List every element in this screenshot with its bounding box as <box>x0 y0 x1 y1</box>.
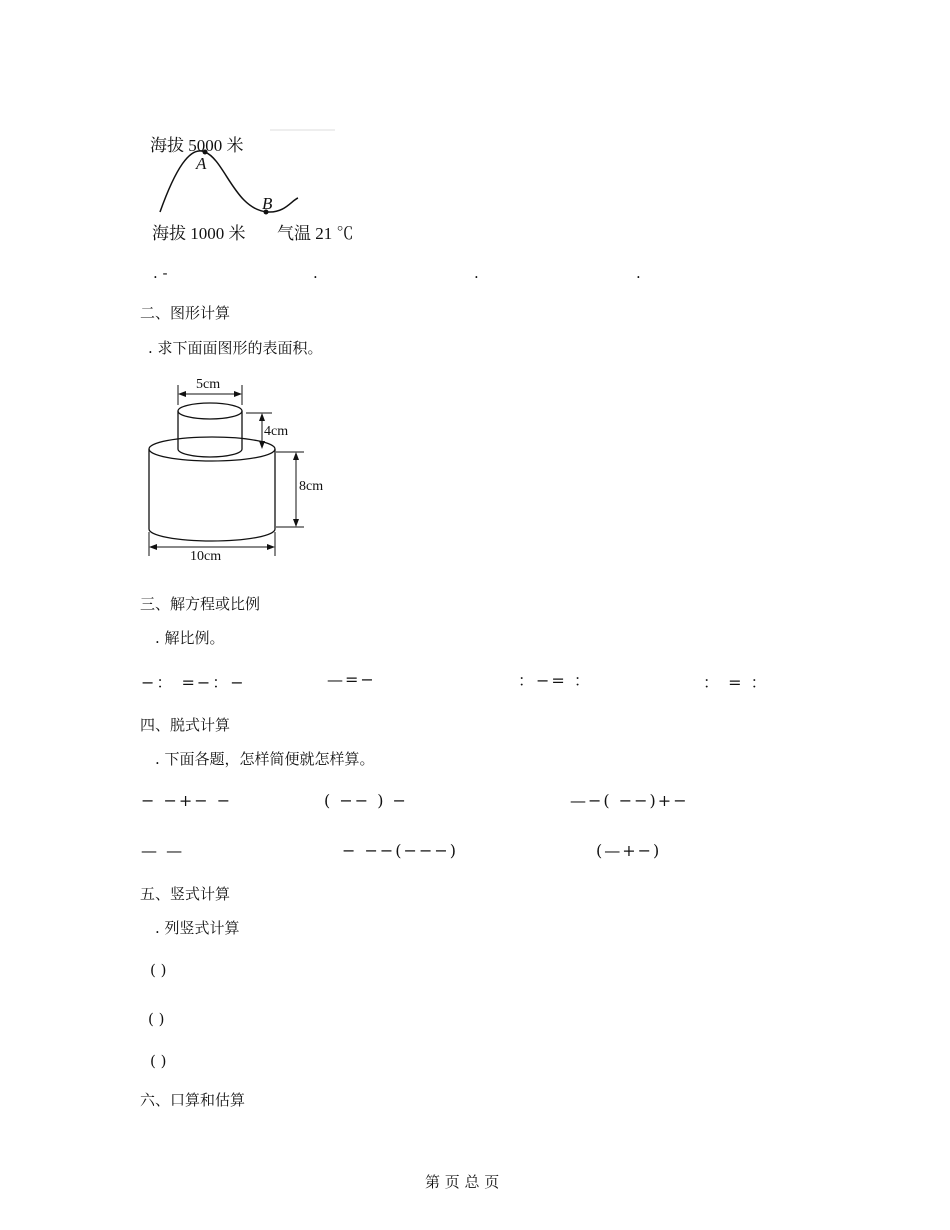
top-diameter-label: 5cm <box>196 377 221 392</box>
calc-row2-col1: — — <box>141 841 185 860</box>
calc-row2-col3: (—+−) <box>596 841 662 860</box>
top-altitude-label: 海拔 5000 米 <box>150 136 244 155</box>
calc-row1-col1: − −+− − <box>141 791 233 810</box>
section-4-question: . 下面各题，怎样简便就怎样算。 <box>155 750 375 768</box>
vertical-calc-3: ( ) <box>150 1052 167 1070</box>
choice-mark-a: . - <box>153 264 168 282</box>
proportion-3: ：−= ： <box>518 671 592 690</box>
proportion-4: ： = ： <box>703 673 769 692</box>
choice-mark-c: . <box>474 264 479 282</box>
vertical-calc-2: ( ) <box>148 1010 165 1028</box>
proportion-2: —=− <box>327 670 376 689</box>
section-3-question: . 解比例。 <box>155 629 225 647</box>
section-5-heading: 五、竖式计算 <box>140 885 231 903</box>
page-footer: 第 页 总 页 <box>425 1173 500 1191</box>
calc-row1-col3: —−( −−)+− <box>570 791 689 810</box>
section-5-question: . 列竖式计算 <box>155 919 240 937</box>
temperature-label: 气温 21 ℃ <box>277 224 354 243</box>
section-4-heading: 四、脱式计算 <box>140 716 231 734</box>
choice-mark-b: . <box>313 264 318 282</box>
vertical-calc-1: ( ) <box>150 961 167 979</box>
section-2-heading: 二、图形计算 <box>140 304 231 322</box>
top-height-label: 4cm <box>264 424 289 439</box>
section-2-question: . 求下面面图形的表面积。 <box>148 339 323 357</box>
point-a-label: A <box>196 154 207 173</box>
bottom-altitude-label: 海拔 1000 米 <box>152 224 246 243</box>
choice-mark-d: . <box>636 264 641 282</box>
section-3-heading: 三、解方程或比例 <box>140 595 261 613</box>
calc-row2-col2: − −−(−−−) <box>342 841 459 860</box>
section-6-heading: 六、口算和估算 <box>140 1091 246 1109</box>
cylinder-drawing <box>0 0 950 600</box>
calc-row1-col2: ( −− ) − <box>324 791 408 810</box>
bottom-height-label: 8cm <box>299 479 324 494</box>
bottom-diameter-label: 10cm <box>190 549 222 564</box>
proportion-1: −： =−：− <box>141 673 246 692</box>
point-b-label: B <box>262 194 273 213</box>
